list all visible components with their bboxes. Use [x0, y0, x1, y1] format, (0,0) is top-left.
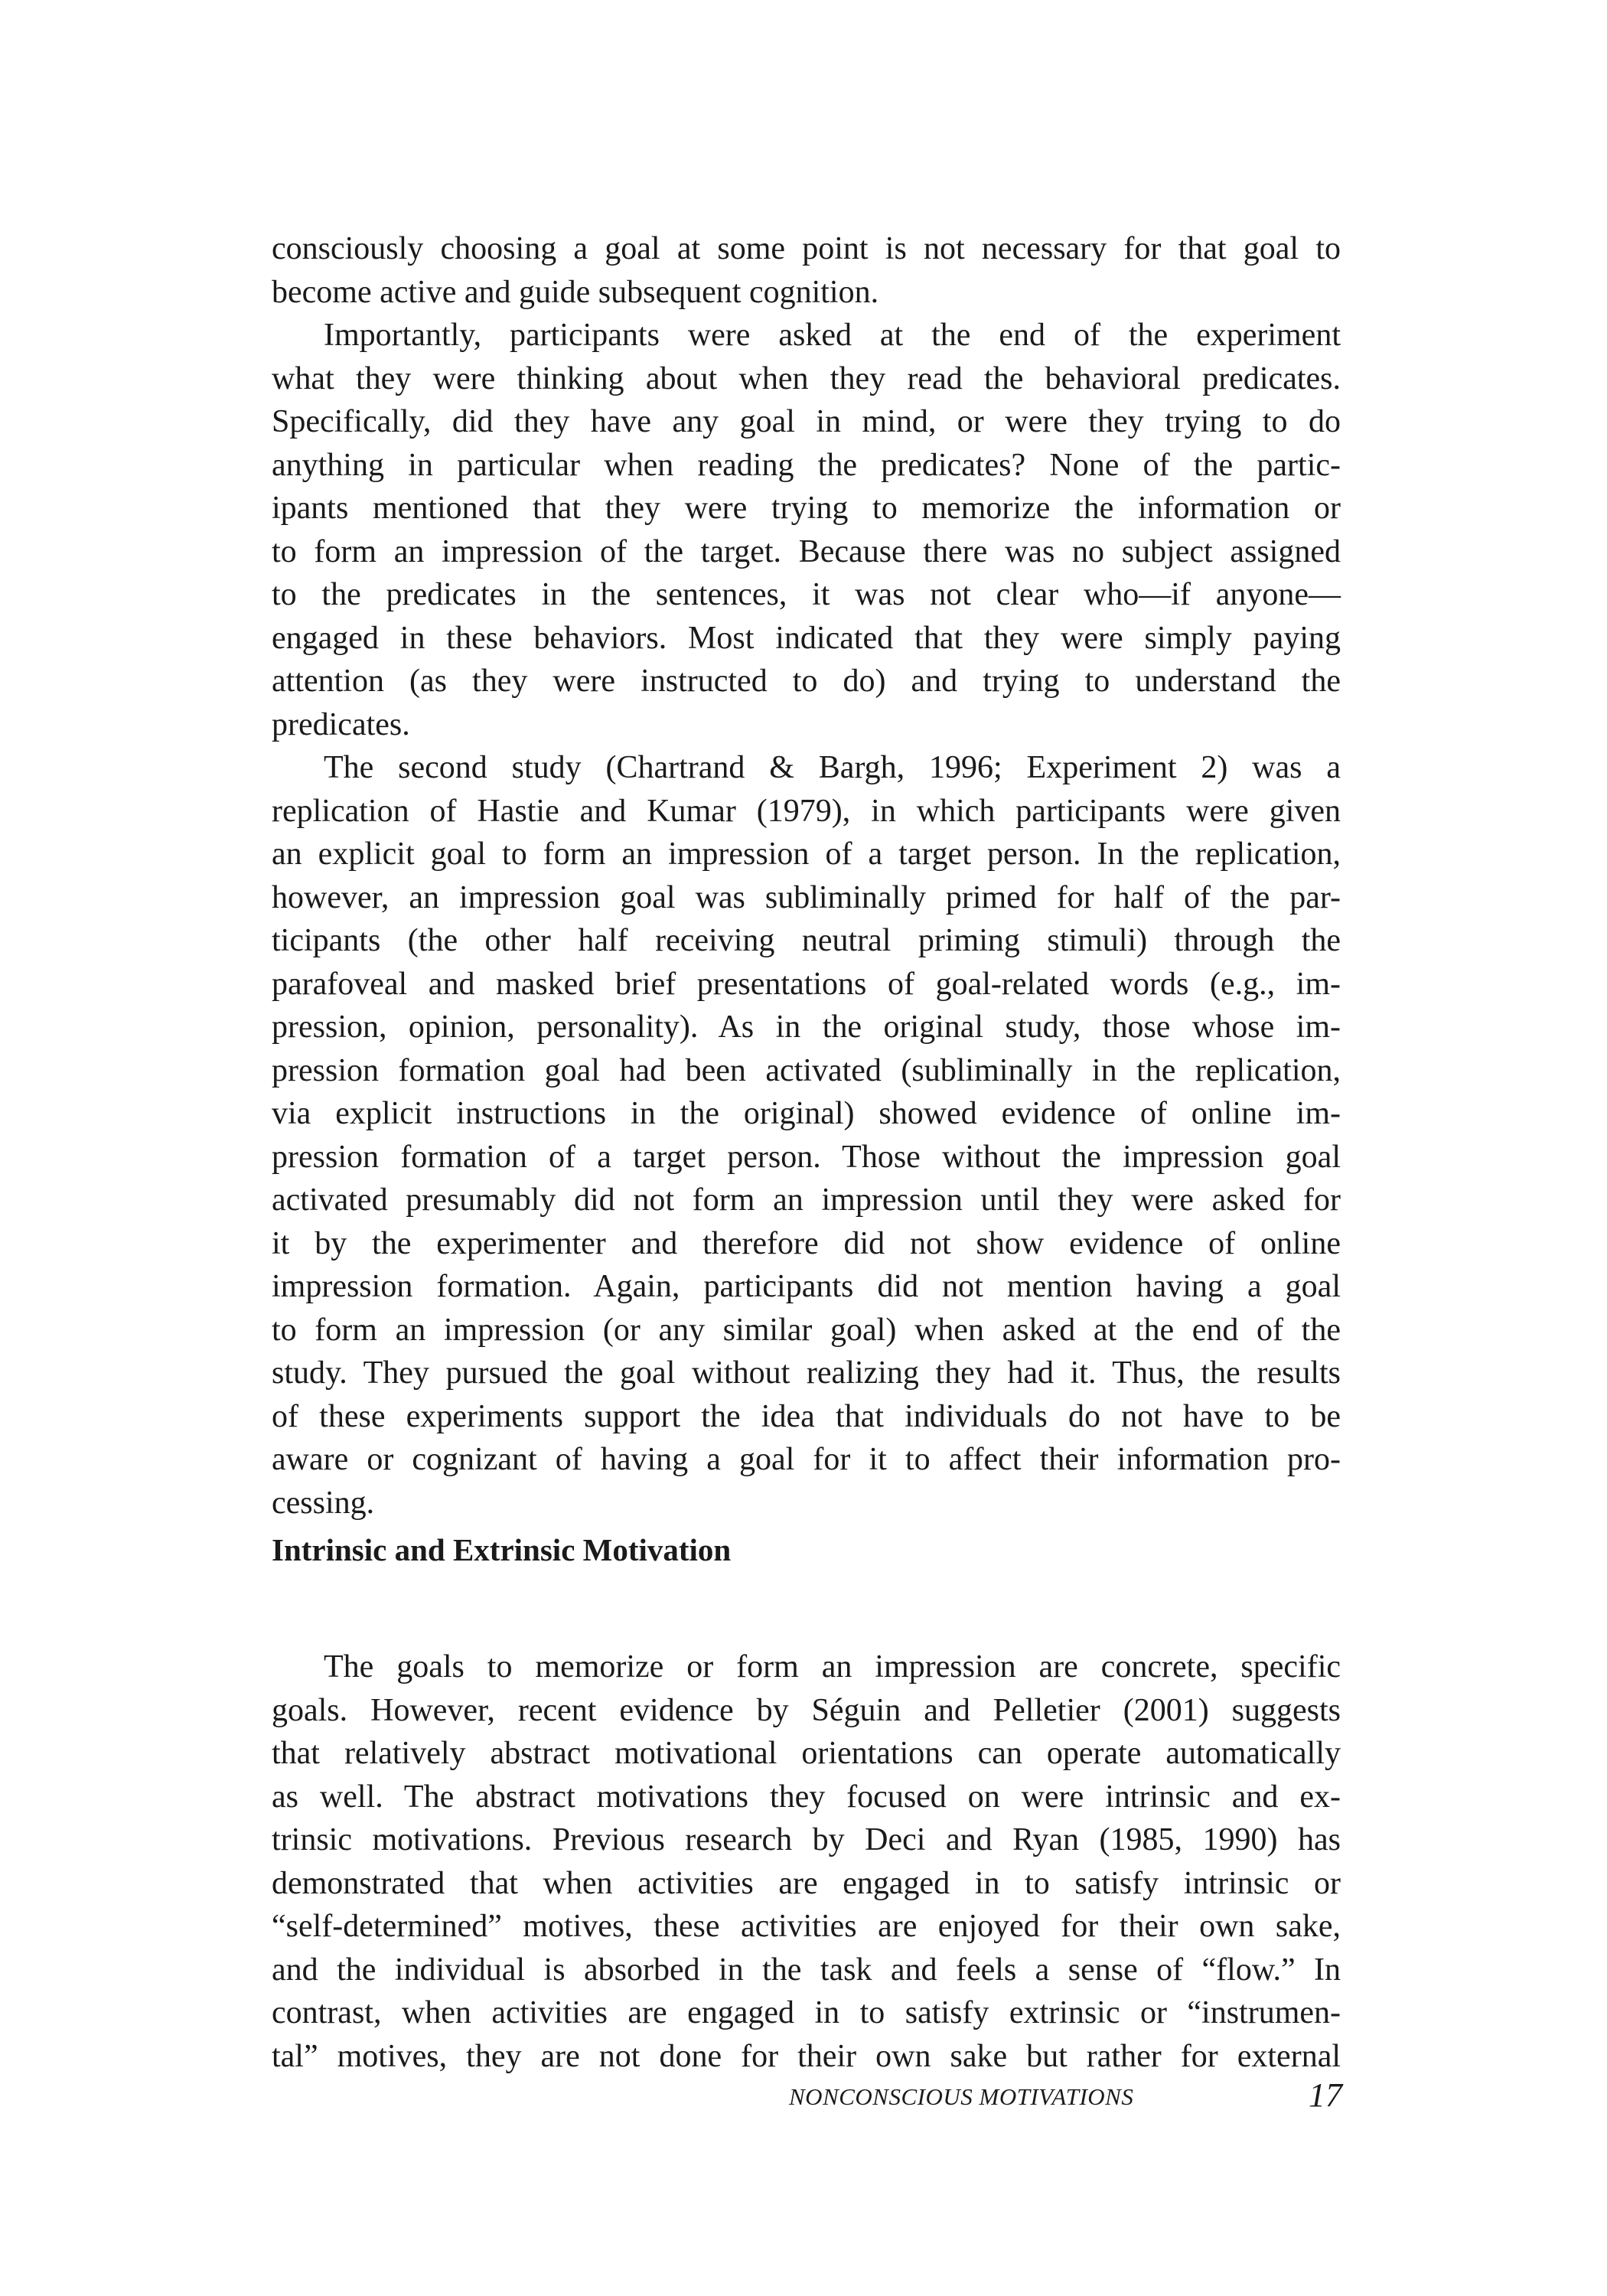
text-line: to form an impression of the target. Because there was no subject assigned: [272, 533, 1341, 569]
text-line: Importantly, participants were asked at the end of the experiment: [324, 318, 1341, 353]
text-line: parafoveal and masked brief presentations of goal-related words (e.g., im-: [272, 966, 1341, 1002]
text-line: engaged in these behaviors. Most indicated that they were simply paying: [272, 620, 1341, 656]
text-line: contrast, when activities are engaged in to satisfy extrinsic or “instrumen-: [272, 1995, 1341, 2030]
text-line: become active and guide subsequent cognition.: [272, 274, 879, 310]
text-line: impression formation. Again, participants did not mention having a goal: [272, 1269, 1341, 1304]
text-line: goals. However, recent evidence by Séguin and Pelletier (2001) suggests: [272, 1692, 1341, 1728]
text-line: pression formation of a target person. Those without the impression goal: [272, 1139, 1341, 1175]
running-footer-title: NONCONSCIOUS MOTIVATIONS: [789, 2083, 1134, 2110]
text-line: demonstrated that when activities are engaged in to satisfy intrinsic or: [272, 1865, 1341, 1901]
body-text-top: [272, 227, 1341, 1525]
paragraph: [272, 314, 1341, 746]
paragraph: [272, 227, 1341, 314]
text-line: ticipants (the other half receiving neutral priming stimuli) through the: [272, 923, 1341, 958]
text-line: as well. The abstract motivations they focused on were intrinsic and ex-: [272, 1779, 1341, 1815]
text-line: aware or cognizant of having a goal for it to affect their information pro-: [272, 1442, 1341, 1477]
text-line: activated presumably did not form an impression until they were asked for: [272, 1182, 1341, 1218]
text-line: The second study (Chartrand & Bargh, 1996; Experiment 2) was a: [324, 750, 1341, 785]
text-line: ipants mentioned that they were trying to memorize the information or: [272, 491, 1341, 526]
text-line: consciously choosing a goal at some point is not necessary for that goal to: [272, 231, 1341, 266]
text-line: to the predicates in the sentences, it was not clear who—if anyone—: [272, 577, 1341, 612]
text-line: The goals to memorize or form an impression are concrete, specific: [324, 1649, 1341, 1684]
text-line: trinsic motivations. Previous research by Deci and Ryan (1985, 1990) has: [272, 1822, 1341, 1857]
body-text-bottom: [272, 1645, 1341, 2078]
paragraph: [272, 1645, 1341, 2078]
text-line: and the individual is absorbed in the task and feels a sense of “flow.” In: [272, 1952, 1341, 1988]
text-line: pression formation goal had been activated (subliminally in the replication,: [272, 1052, 1341, 1088]
text-line: Specifically, did they have any goal in mind, or were they trying to do: [272, 404, 1341, 439]
text-line: that relatively abstract motivational orientations can operate automatically: [272, 1736, 1341, 1771]
text-line: replication of Hastie and Kumar (1979), in which participants were given: [272, 793, 1341, 829]
text-line: it by the experimenter and therefore did not show evidence of online: [272, 1225, 1341, 1261]
text-line: what they were thinking about when they read the behavioral predicates.: [272, 360, 1341, 396]
text-line: study. They pursued the goal without realizing they had it. Thus, the results: [272, 1355, 1341, 1391]
text-line: to form an impression (or any similar goal) when asked at the end of the: [272, 1312, 1341, 1348]
text-line: an explicit goal to form an impression of a target person. In the replication,: [272, 837, 1341, 872]
text-line: of these experiments support the idea that individuals do not have to be: [272, 1398, 1341, 1434]
paragraph: [272, 746, 1341, 1525]
text-line: “self-determined” motives, these activities are enjoyed for their own sake,: [272, 1909, 1341, 1944]
text-line: pression, opinion, personality). As in the original study, those whose im-: [272, 1009, 1341, 1045]
text-line: predicates.: [272, 706, 410, 742]
page-number: 17: [1309, 2076, 1342, 2114]
text-line: however, an impression goal was subliminally primed for half of the par-: [272, 879, 1341, 915]
text-line: attention (as they were instructed to do) and trying to understand the: [272, 664, 1341, 699]
text-line: tal” motives, they are not done for their own sake but rather for external: [272, 2038, 1341, 2074]
section-heading: Intrinsic and Extrinsic Motivation: [272, 1532, 732, 1567]
text-line: anything in particular when reading the predicates? None of the partic-: [272, 447, 1341, 483]
text-line: cessing.: [272, 1485, 375, 1521]
text-line: via explicit instructions in the original) showed evidence of online im-: [272, 1096, 1341, 1131]
